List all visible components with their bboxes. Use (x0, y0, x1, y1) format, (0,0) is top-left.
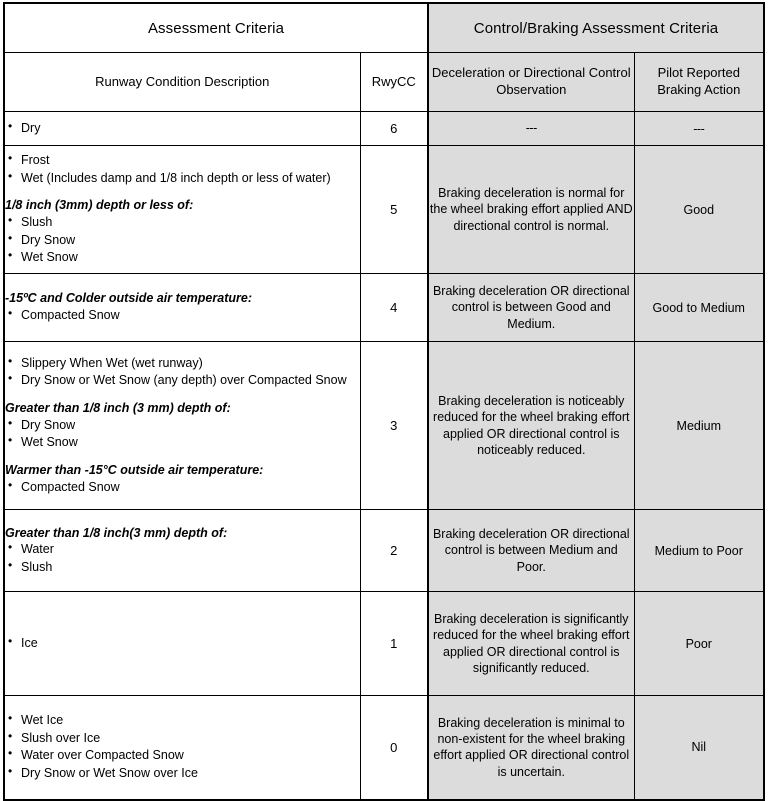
group-spacer (5, 390, 360, 400)
cell-rwycc-value: 2 (360, 510, 428, 592)
condition-list (5, 214, 360, 266)
condition-list-item: • Slush (5, 559, 360, 576)
cell-deceleration-observation (428, 112, 634, 146)
cell-runway-condition-description (4, 592, 360, 696)
cell-pilot-reported-braking-action: Good to Medium (634, 274, 764, 342)
rcam-table-container (3, 2, 765, 780)
header-assessment-criteria: Assessment Criteria (4, 3, 428, 53)
cell-runway-condition-description (4, 274, 360, 342)
table-body (4, 112, 764, 800)
condition-list-item: • Dry Snow or Wet Snow (any depth) over Compacted Snow (5, 372, 360, 389)
cell-deceleration-observation: Braking deceleration is significantly reduced for the wheel braking effort applied OR directional control is significantly reduced. (428, 592, 634, 696)
empty-value-dash: --- (525, 121, 537, 136)
cell-runway-condition-description (4, 112, 360, 146)
table-row (4, 696, 764, 800)
condition-list (5, 541, 360, 575)
condition-group-heading: Greater than 1/8 inch(3 mm) depth of: (5, 525, 228, 540)
group-spacer (5, 452, 360, 462)
condition-group-heading: 1/8 inch (3mm) depth or less of: (5, 198, 194, 213)
empty-value-dash: --- (693, 121, 705, 136)
table-row (4, 592, 764, 696)
condition-group-heading: Greater than 1/8 inch (3 mm) depth of: (5, 401, 231, 416)
header-pilot-reported-braking-action: Pilot Reported Braking Action (634, 53, 764, 112)
cell-deceleration-observation: Braking deceleration OR directional control is between Medium and Poor. (428, 510, 634, 592)
cell-runway-condition-description (4, 146, 360, 274)
cell-deceleration-observation: Braking deceleration is minimal to non-existent for the wheel braking effort applied OR directional control is uncertain. (428, 696, 634, 800)
condition-list-item: • Dry (5, 120, 360, 137)
condition-list (5, 355, 360, 389)
condition-group-heading: -15ºC and Colder outside air temperature: (5, 291, 252, 306)
table-header (4, 3, 764, 112)
cell-pilot-reported-braking-action: Medium (634, 342, 764, 510)
table-row (4, 146, 764, 274)
cell-pilot-reported-braking-action: Good (634, 146, 764, 274)
cell-rwycc-value: 3 (360, 342, 428, 510)
cell-rwycc-value: 4 (360, 274, 428, 342)
header-control-braking-assessment-criteria: Control/Braking Assessment Criteria (428, 3, 764, 53)
runway-condition-assessment-matrix (3, 2, 765, 801)
condition-list-item: • Slush (5, 214, 360, 231)
cell-rwycc-value: 0 (360, 696, 428, 800)
table-row (4, 510, 764, 592)
condition-list-item: • Compacted Snow (5, 307, 360, 324)
condition-list (5, 152, 360, 186)
header-row-top (4, 3, 764, 53)
condition-list-item: • Water (5, 541, 360, 558)
condition-list-item: • Wet Snow (5, 249, 360, 266)
condition-list-item: • Compacted Snow (5, 479, 360, 496)
cell-pilot-reported-braking-action: Medium to Poor (634, 510, 764, 592)
condition-list-item: • Wet Snow (5, 434, 360, 451)
condition-list-item: • Water over Compacted Snow (5, 747, 360, 764)
cell-runway-condition-description (4, 510, 360, 592)
cell-runway-condition-description (4, 342, 360, 510)
cell-rwycc-value: 5 (360, 146, 428, 274)
condition-list-item: • Wet Ice (5, 712, 360, 729)
condition-list-item: • Dry Snow (5, 232, 360, 249)
cell-deceleration-observation: Braking deceleration is normal for the wheel braking effort applied AND directional control is normal. (428, 146, 634, 274)
cell-runway-condition-description (4, 696, 360, 800)
condition-group-heading: Warmer than -15°C outside air temperature: (5, 462, 264, 477)
condition-list (5, 120, 360, 137)
condition-list (5, 307, 360, 324)
condition-list-item: • Dry Snow or Wet Snow over Ice (5, 765, 360, 782)
condition-list-item: • Wet (Includes damp and 1/8 inch depth or less of water) (5, 170, 360, 187)
condition-list-item: • Slush over Ice (5, 730, 360, 747)
cell-rwycc-value: 6 (360, 112, 428, 146)
condition-list (5, 712, 360, 782)
condition-list-item: • Slippery When Wet (wet runway) (5, 355, 360, 372)
condition-list-item: • Ice (5, 635, 360, 652)
table-row (4, 274, 764, 342)
condition-list-item: • Dry Snow (5, 417, 360, 434)
cell-deceleration-observation: Braking deceleration OR directional control is between Good and Medium. (428, 274, 634, 342)
cell-pilot-reported-braking-action: Nil (634, 696, 764, 800)
condition-list-item: • Frost (5, 152, 360, 169)
condition-list (5, 479, 360, 496)
cell-rwycc-value: 1 (360, 592, 428, 696)
cell-deceleration-observation: Braking deceleration is noticeably reduced for the wheel braking effort applied OR directional control is noticeably reduced. (428, 342, 634, 510)
table-row (4, 342, 764, 510)
header-rwycc: RwyCC (360, 53, 428, 112)
header-row-sub (4, 53, 764, 112)
header-deceleration-observation: Deceleration or Directional Control Observation (428, 53, 634, 112)
table-row (4, 112, 764, 146)
group-spacer (5, 187, 360, 197)
cell-pilot-reported-braking-action: Poor (634, 592, 764, 696)
cell-pilot-reported-braking-action (634, 112, 764, 146)
condition-list (5, 635, 360, 652)
header-runway-condition-description: Runway Condition Description (4, 53, 360, 112)
condition-list (5, 417, 360, 451)
